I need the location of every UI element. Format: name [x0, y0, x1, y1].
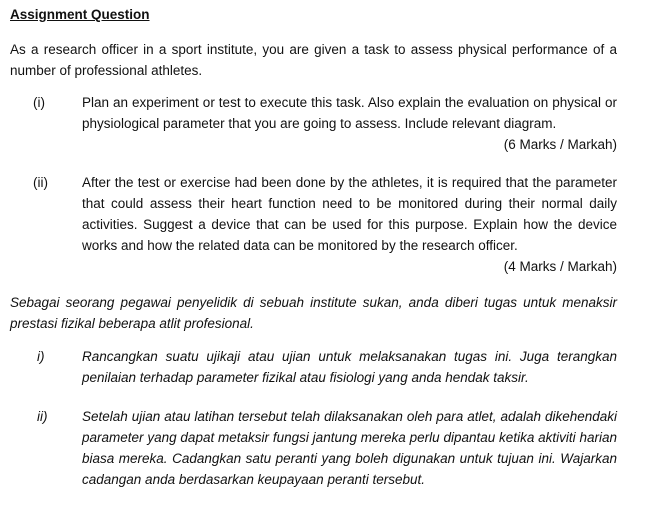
question-marks: (4 Marks / Markah) [503, 259, 617, 274]
question-ii [10, 172, 617, 277]
question-number: i) [37, 349, 45, 364]
question-number: (ii) [33, 175, 48, 190]
question-text: Rancangkan suatu ujikaji atau ujian untuk melaksanakan tugas ini. Juga terangkan penilaian terhadap parameter fizikal atau fisiologi yang anda hendak taksir. [82, 349, 617, 385]
question-ii-malay [10, 406, 617, 490]
question-i [10, 92, 617, 155]
question-marks: (6 Marks / Markah) [503, 137, 617, 152]
question-text: Setelah ujian atau latihan tersebut telah dilaksanakan oleh para atlet, adalah dikehendaki parameter yang dapat metaksir fungsi jantung mereka perlu dipantau ketika aktiviti harian biasa mereka. Cadangkan satu peranti yang boleh digunakan untuk tujuan ini. Wajarkan cadangan anda berdasarkan keupayaan peranti tersebut. [82, 409, 617, 487]
assignment-document [10, 4, 617, 490]
question-i-malay [10, 346, 617, 388]
question-number: ii) [37, 409, 48, 424]
intro-paragraph-malay: Sebagai seorang pegawai penyelidik di sebuah institute sukan, anda diberi tugas untuk menaksir prestasi fizikal beberapa atlit profesional. [10, 295, 617, 331]
question-number: (i) [33, 95, 45, 110]
question-text: After the test or exercise had been done by the athletes, it is required that the parameter that could assess their heart function need to be monitored during their normal daily activities. Suggest a device that can be used for this purpose. Explain how the device works and how the related data can be monitored by the research officer. [82, 175, 617, 253]
question-text: Plan an experiment or test to execute this task. Also explain the evaluation on physical or physiological parameter that you are going to assess. Include relevant diagram. [82, 95, 617, 131]
assignment-title: Assignment Question [10, 7, 150, 22]
intro-paragraph: As a research officer in a sport institute, you are given a task to assess physical performance of a number of professional athletes. [10, 42, 617, 78]
